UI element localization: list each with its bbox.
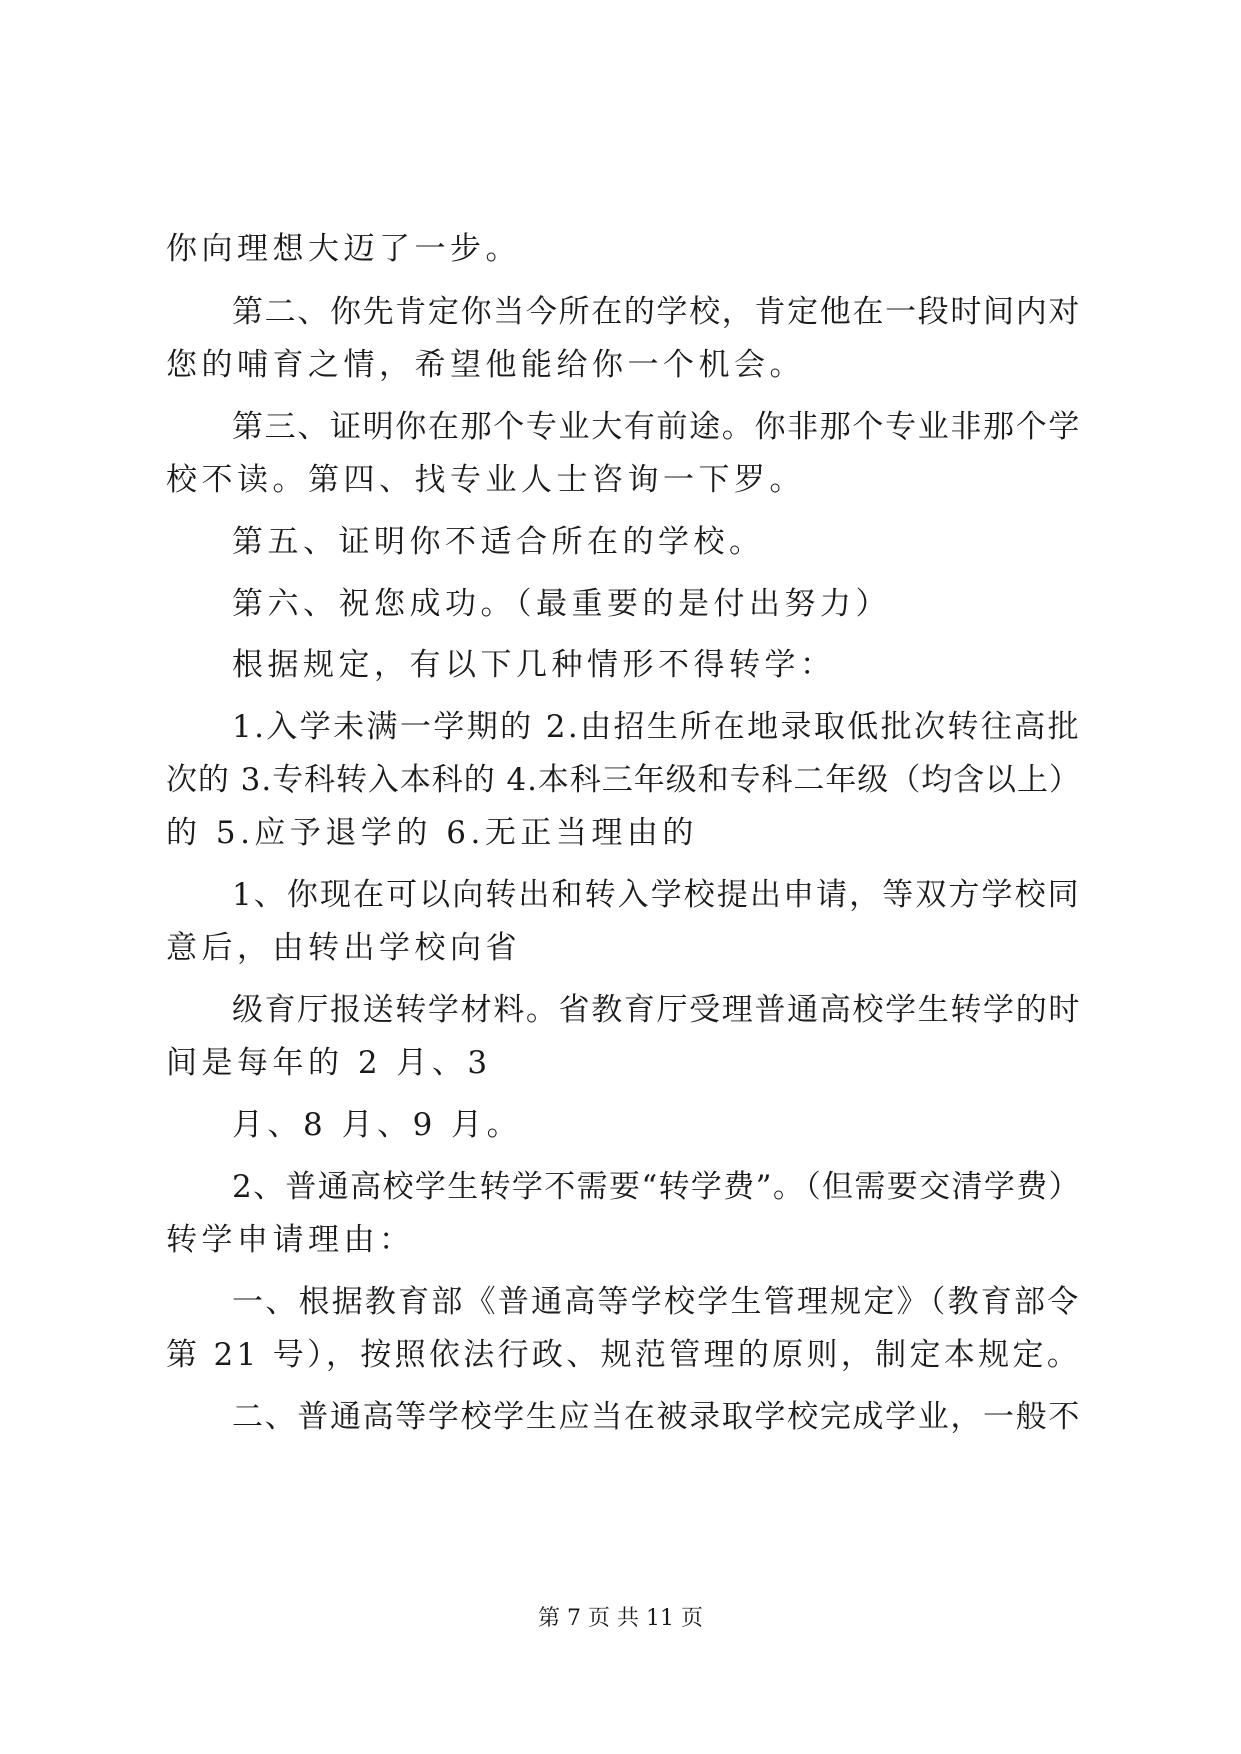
page-number-footer: 第 7 页 共 11 页 [538, 1606, 703, 1631]
text-line: 月、8 月、9 月。 [232, 1107, 523, 1143]
text-line: 根据规定，有以下几种情形不得转学： [232, 647, 836, 683]
text-line: 次的 3.专科转入本科的 4.本科三年级和专科二年级（均含以上） [166, 762, 1081, 798]
text-line: 第五、证明你不适合所在的学校。 [232, 524, 765, 560]
text-line: 第三、证明你在那个专业大有前途。你非那个专业非那个学 [232, 409, 1081, 445]
text-line: 的 5.应予退学的 6.无正当理由的 [166, 815, 698, 851]
text-line: 您的哺育之情，希望他能给你一个机会。 [166, 347, 805, 383]
text-line: 第六、祝您成功。（最重要的是付出努力） [232, 586, 891, 622]
text-line: 级育厅报送转学材料。省教育厅受理普通高校学生转学的时 [232, 992, 1081, 1028]
text-line: 二、普通高等学校学生应当在被录取学校完成学业，一般不 [232, 1399, 1081, 1435]
text-line: 1、你现在可以向转出和转入学校提出申请，等双方学校同 [232, 877, 1081, 913]
text-line: 间是每年的 2 月、3 [166, 1045, 492, 1081]
text-line: 1.入学未满一学期的 2.由招生所在地录取低批次转往高批 [232, 709, 1082, 745]
text-line: 一、根据教育部《普通高等学校学生管理规定》（教育部令 [232, 1284, 1081, 1320]
text-line: 第二、你先肯定你当今所在的学校，肯定他在一段时间内对 [232, 294, 1081, 330]
text-line: 意后，由转出学校向省 [166, 930, 521, 966]
text-line: 校不读。第四、找专业人士咨询一下罗。 [166, 462, 805, 498]
text-line: 2、普通高校学生转学不需要“转学费”。（但需要交清学费） [232, 1169, 1081, 1205]
text-line: 你向理想大迈了一步。 [166, 231, 521, 267]
text-line: 转学申请理由： [166, 1222, 415, 1258]
text-line: 第 21 号），按照依法行政、规范管理的原则，制定本规定。 [166, 1337, 1082, 1373]
